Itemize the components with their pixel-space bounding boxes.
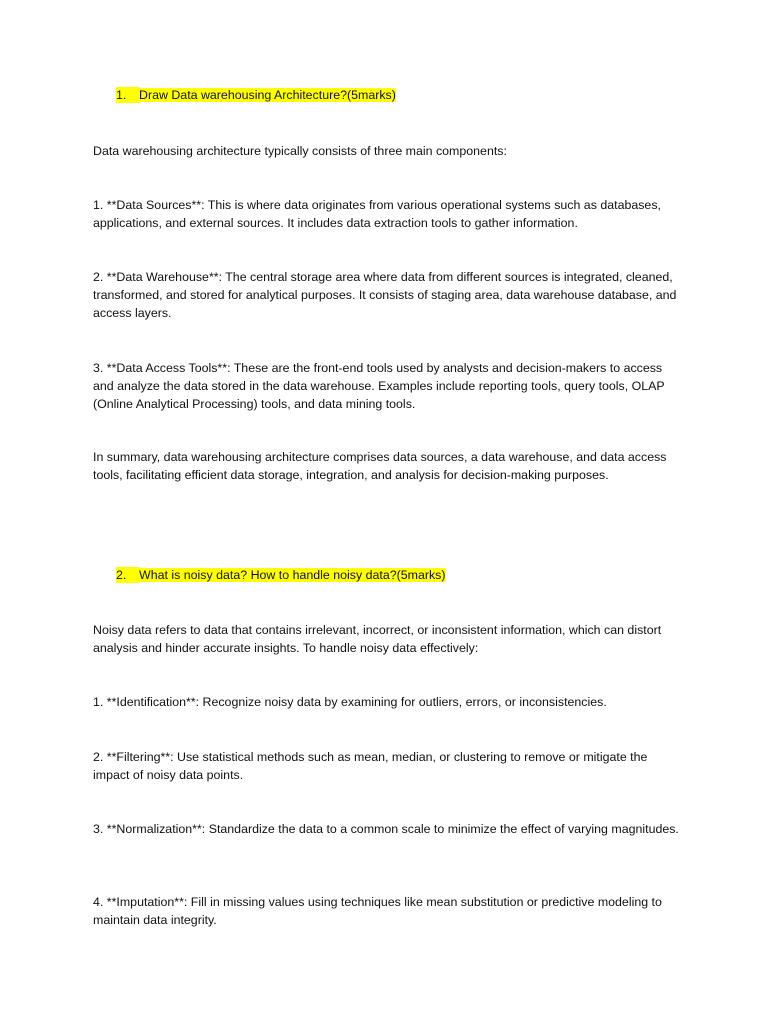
question-1-heading: [116, 87, 396, 103]
q1-item-data-sources: 1. **Data Sources**: This is where data originates from various operational systems such as databases, applications, and external sources. It includes data extraction tools to gather information.: [93, 198, 661, 230]
question-1-number: 1.: [116, 87, 139, 103]
q2-item-identification: 1. **Identification**: Recognize noisy data by examining for outliers, errors, or inconsistencies.: [93, 695, 607, 709]
question-2-number: 2.: [116, 567, 139, 583]
q1-summary-paragraph: In summary, data warehousing architecture comprises data sources, a data warehouse, and data access tools, facilitating efficient data storage, integration, and analysis for decision-making purposes.: [93, 450, 667, 482]
q2-item-filtering: 2. **Filtering**: Use statistical methods such as mean, median, or clustering to remove or mitigate the impact of noisy data points.: [93, 750, 648, 782]
q1-item-data-access-tools: 3. **Data Access Tools**: These are the front-end tools used by analysts and decision-makers to access and analyze the data stored in the data warehouse. Examples include reporting tools, query tools, OLAP (Online Analytical Processing) tools, and data mining tools.: [93, 361, 665, 411]
q2-item-imputation: 4. **Imputation**: Fill in missing values using techniques like mean substitution or predictive modeling to maintain data integrity.: [93, 895, 662, 927]
q2-intro-paragraph: Noisy data refers to data that contains irrelevant, incorrect, or inconsistent information, which can distort analysis and hinder accurate insights. To handle noisy data effectively:: [93, 623, 662, 655]
question-2-title: What is noisy data? How to handle noisy data?(5marks): [139, 568, 446, 582]
question-2-heading: [116, 567, 445, 583]
q2-item-normalization: 3. **Normalization**: Standardize the data to a common scale to minimize the effect of varying magnitudes.: [93, 822, 679, 836]
q1-item-data-warehouse: 2. **Data Warehouse**: The central storage area where data from different sources is integrated, cleaned, transformed, and stored for analytical purposes. It consists of staging area, data warehouse database, and access layers.: [93, 270, 677, 320]
question-1-title: Draw Data warehousing Architecture?(5marks): [139, 88, 396, 102]
q1-intro-paragraph: Data warehousing architecture typically consists of three main components:: [93, 144, 507, 158]
